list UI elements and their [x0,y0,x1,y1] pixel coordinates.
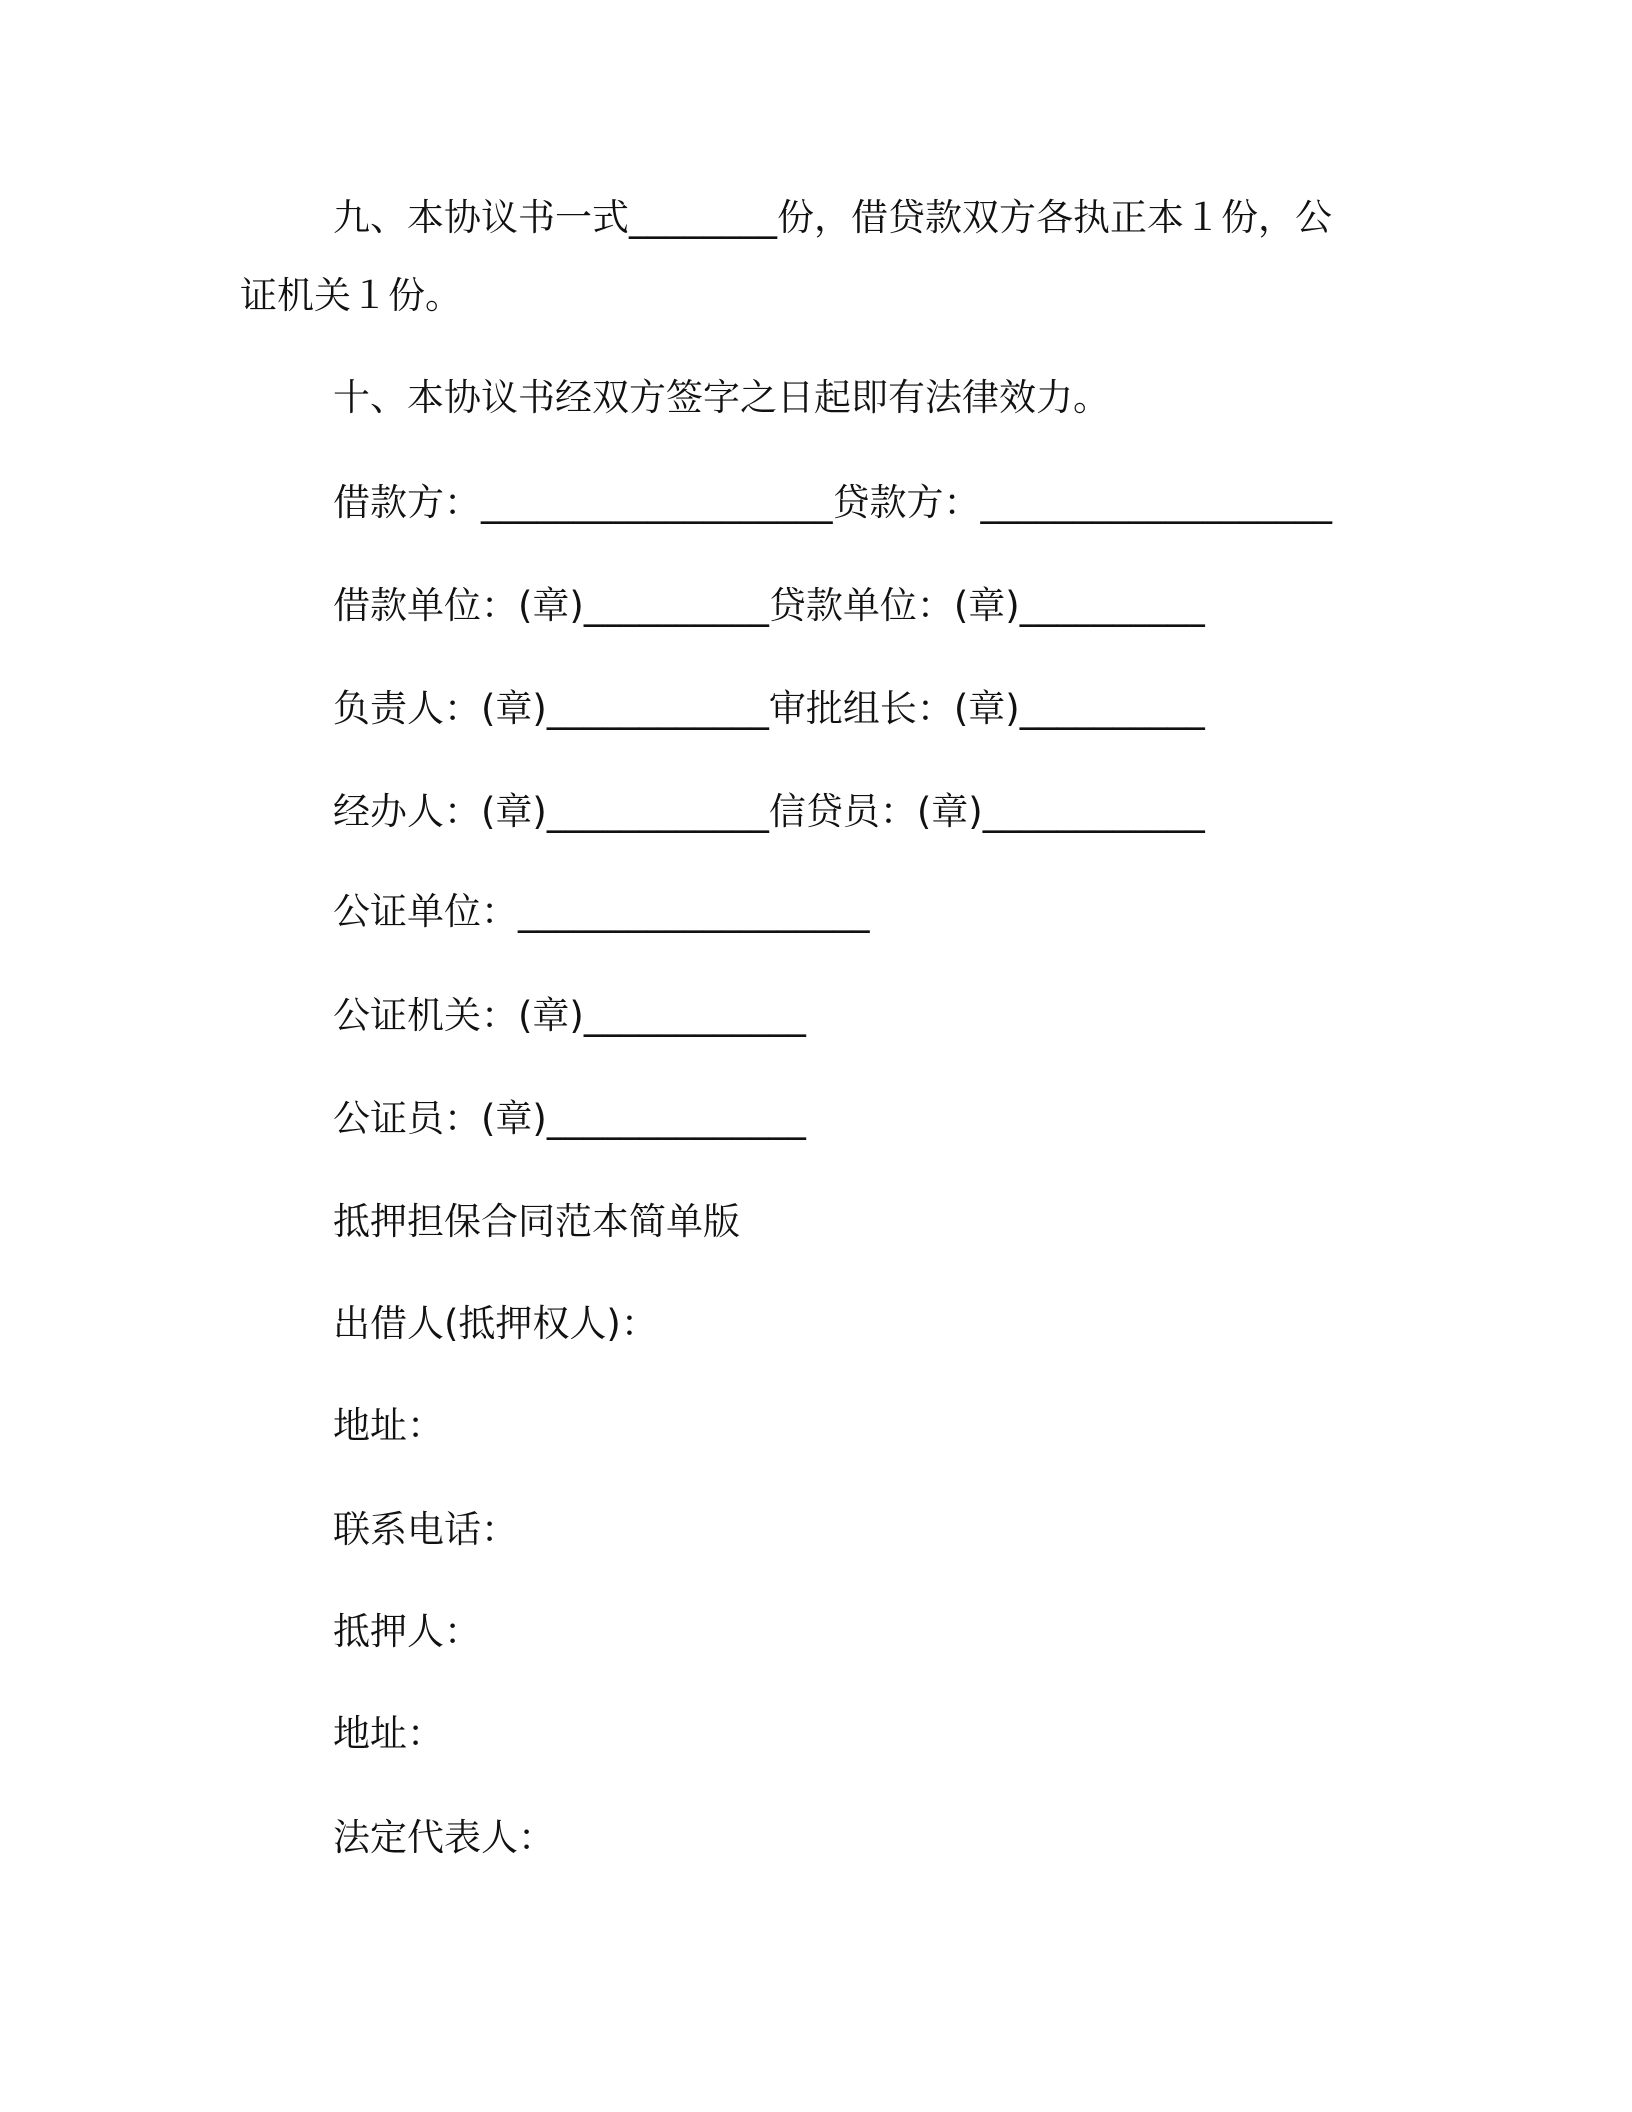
mortgage-contract-title: 抵押担保合同范本简单版 [333,1200,740,1243]
clause-10: 十、本协议书经双方签字之日起即有法律效力。 [333,376,1110,419]
signature-units: 借款单位：(章)__________贷款单位：(章)__________ [333,584,1205,627]
address-label-2: 地址： [333,1712,444,1755]
clause-9-line-1: 九、本协议书一式________份，借贷款双方各执正本１份，公 [333,196,1332,239]
notary-officer: 公证员：(章)______________ [333,1097,806,1140]
signature-handler: 经办人：(章)____________信贷员：(章)____________ [333,790,1205,833]
lender-mortgagee-label: 出借人(抵押权人)： [333,1302,658,1345]
notary-unit: 公证单位：___________________ [333,890,870,933]
address-label-1: 地址： [333,1404,444,1447]
legal-representative-label: 法定代表人： [333,1816,555,1859]
notary-authority: 公证机关：(章)____________ [333,994,806,1037]
signature-responsible: 负责人：(章)____________审批组长：(章)__________ [333,687,1205,730]
phone-label: 联系电话： [333,1508,518,1551]
clause-9-line-2: 证机关１份。 [240,274,462,317]
signature-borrower-lender: 借款方：___________________贷款方：___________________ [333,481,1332,524]
mortgagor-label: 抵押人： [333,1610,481,1653]
